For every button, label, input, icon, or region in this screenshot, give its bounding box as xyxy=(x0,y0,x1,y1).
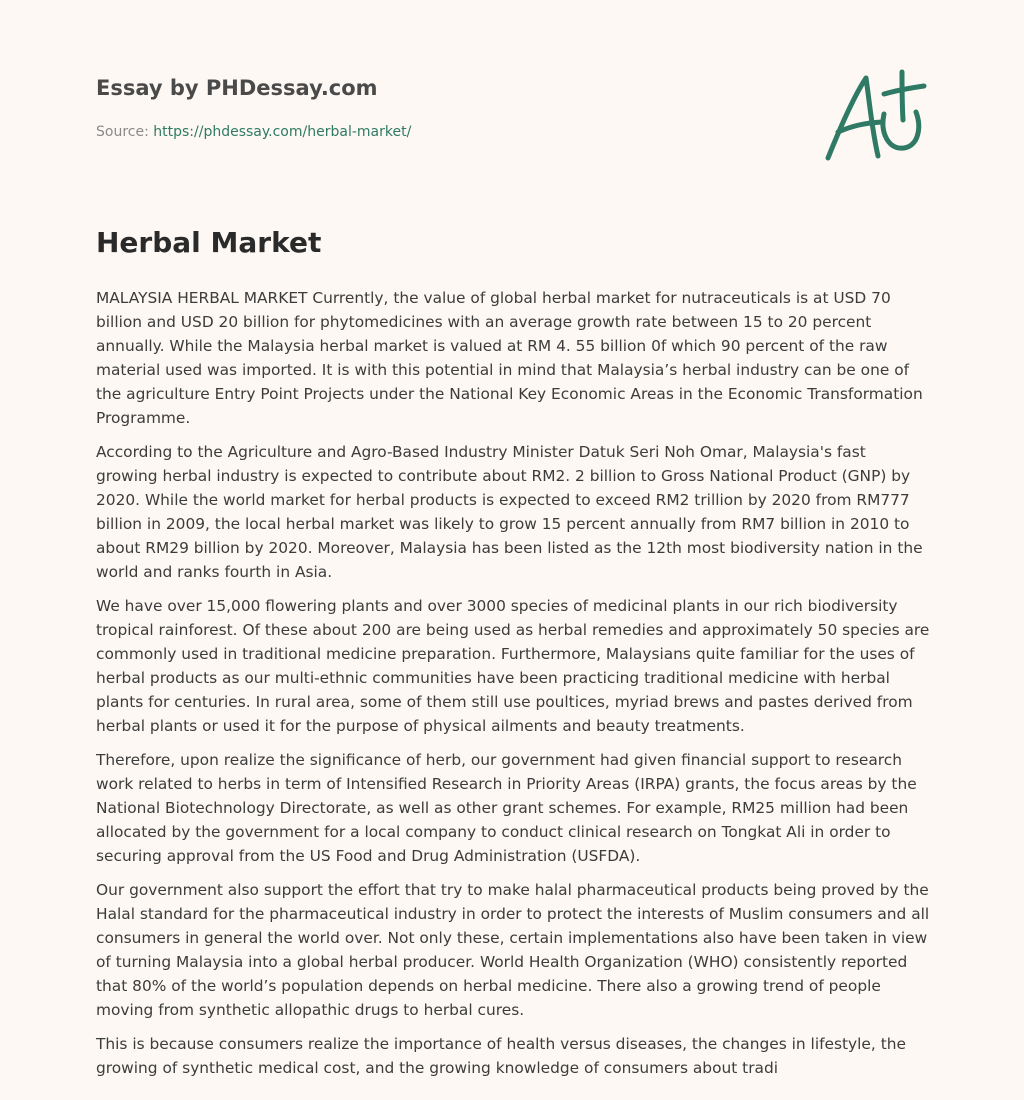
article-body xyxy=(96,286,932,1090)
article-paragraph: We have over 15,000 flowering plants and over 3000 species of medicinal plants in our rich biodiversity tropical rainforest. Of these about 200 are being used as herbal remedies and approximately 50 species are commonly used in traditional medicine preparation. Furthermore, Malaysians quite familiar for the uses of herbal products as our multi-ethnic communities have been practicing traditional medicine with herbal plants for centuries. In rural area, some of them still use poultices, myriad brews and pastes derived from herbal plants or used it for the purpose of physical ailments and beauty treatments. xyxy=(96,597,930,735)
source-label: Source: xyxy=(96,124,149,140)
article-paragraph: MALAYSIA HERBAL MARKET Currently, the value of global herbal market for nutraceuticals is at USD 70 billion and USD 20 billion for phytomedicines with an average growth rate between 15 to 20 percent annually. While the Malaysia herbal market is valued at RM 4. 55 billion 0f which 90 percent of the raw material used was imported. It is with this potential in mind that Malaysia’s herbal industry can be one of the agriculture Entry Point Projects under the National Key Economic Areas in the Economic Transformation Programme. xyxy=(96,289,923,427)
a-plus-logo-icon xyxy=(818,66,930,166)
source-link[interactable]: https://phdessay.com/herbal-market/ xyxy=(153,124,412,140)
site-title: Essay by PHDessay.com xyxy=(96,76,378,100)
article-paragraph: This is because consumers realize the importance of health versus diseases, the changes in lifestyle, the growing of synthetic medical cost, and the growing knowledge of consumers about tradi xyxy=(96,1035,906,1077)
article-paragraph: Therefore, upon realize the significance of herb, our government had given financial support to research work related to herbs in term of Intensified Research in Priority Areas (IRPA) grants, the focus areas by the National Biotechnology Directorate, as well as other grant schemes. For example, RM25 million had been allocated by the government for a local company to conduct clinical research on Tongkat Ali in order to securing approval from the US Food and Drug Administration (USFDA). xyxy=(96,751,917,865)
article-paragraph: According to the Agriculture and Agro-Based Industry Minister Datuk Seri Noh Omar, Malaysia's fast growing herbal industry is expected to contribute about RM2. 2 billion to Gross National Product (GNP) by 2020. While the world market for herbal products is expected to exceed RM2 trillion by 2020 from RM777 billion in 2009, the local herbal market was likely to grow 15 percent annually from RM7 billion in 2010 to about RM29 billion by 2020. Moreover, Malaysia has been listed as the 12th most biodiversity nation in the world and ranks fourth in Asia. xyxy=(96,443,923,581)
article-paragraph: Our government also support the effort that try to make halal pharmaceutical products being proved by the Halal standard for the pharmaceutical industry in order to protect the interests of Muslim consumers and all consumers in general the world over. Not only these, certain implementations also have been taken in view of turning Malaysia into a global herbal producer. World Health Organization (WHO) consistently reported that 80% of the world’s population depends on herbal medicine. There also a growing trend of people moving from synthetic allopathic drugs to herbal cures. xyxy=(96,881,930,1019)
source-line xyxy=(96,124,411,140)
article-title: Herbal Market xyxy=(96,226,322,259)
